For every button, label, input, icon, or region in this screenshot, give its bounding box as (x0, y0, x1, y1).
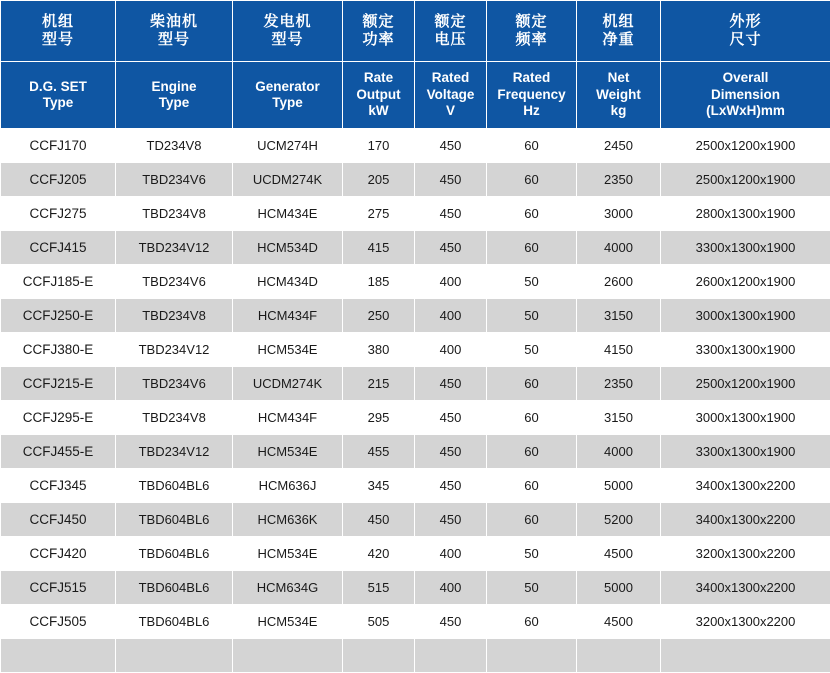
header-row-chinese (1, 1, 830, 62)
header-cell-cn-2-line-0: 发电机 (235, 13, 340, 31)
table-cell: 3300x1300x1900 (661, 231, 830, 265)
table-cell: TBD604BL6 (116, 537, 233, 571)
table-cell: 50 (487, 333, 577, 367)
table-cell: 450 (415, 367, 487, 401)
table-cell: 60 (487, 503, 577, 537)
table-row (1, 571, 830, 605)
cell-dg-set-type: CCFJ250-E (1, 299, 116, 333)
table-cell (343, 639, 415, 673)
header-cell-en-6-line-1: Weight (579, 87, 658, 103)
table-cell: 170 (343, 129, 415, 163)
table-cell: 60 (487, 605, 577, 639)
table-cell: 455 (343, 435, 415, 469)
header-cell-cn-6-line-1: 净重 (579, 31, 658, 49)
table-cell: 60 (487, 401, 577, 435)
header-row-english (1, 62, 830, 129)
table-cell: 185 (343, 265, 415, 299)
table-cell: 450 (415, 163, 487, 197)
table-cell (116, 639, 233, 673)
table-cell: 5000 (577, 469, 661, 503)
table-cell: 415 (343, 231, 415, 265)
table-row (1, 367, 830, 401)
table-row (1, 333, 830, 367)
table-cell: 450 (415, 435, 487, 469)
header-cell-cn-6-line-0: 机组 (579, 13, 658, 31)
table-cell: 2500x1200x1900 (661, 163, 830, 197)
table-cell (415, 639, 487, 673)
table-row (1, 265, 830, 299)
header-cell-en-6-line-0: Net (579, 70, 658, 86)
table-cell: 295 (343, 401, 415, 435)
header-cell-cn-5-line-0: 额定 (489, 13, 574, 31)
table-row (1, 231, 830, 265)
table-cell: 50 (487, 265, 577, 299)
table-row (1, 129, 830, 163)
table-cell: 345 (343, 469, 415, 503)
table-cell: 60 (487, 367, 577, 401)
header-cell-cn-3-line-1: 功率 (345, 31, 412, 49)
header-cell-en-2-line-0: Generator (235, 79, 340, 95)
table-cell: HCM534E (233, 435, 343, 469)
table-cell: TBD234V8 (116, 197, 233, 231)
table-cell: 400 (415, 333, 487, 367)
table-cell: 420 (343, 537, 415, 571)
cell-dg-set-type: CCFJ295-E (1, 401, 116, 435)
cell-dg-set-type: CCFJ455-E (1, 435, 116, 469)
table-row (1, 639, 830, 673)
table-cell: 515 (343, 571, 415, 605)
table-cell: TBD604BL6 (116, 469, 233, 503)
header-cell-en-0-line-0: D.G. SET (3, 79, 113, 95)
table-cell: 60 (487, 197, 577, 231)
table-cell: TBD604BL6 (116, 605, 233, 639)
header-cell-en-0-line-1: Type (3, 95, 113, 111)
header-cell-cn-4-line-1: 电压 (417, 31, 484, 49)
table-cell: 400 (415, 537, 487, 571)
table-cell: HCM534D (233, 231, 343, 265)
cell-dg-set-type: CCFJ415 (1, 231, 116, 265)
header-cell-cn-1 (116, 1, 233, 62)
header-cell-en-3-line-0: Rate (345, 70, 412, 86)
header-cell-cn-5 (487, 1, 577, 62)
header-cell-cn-1-line-0: 柴油机 (118, 13, 230, 31)
table-row (1, 401, 830, 435)
table-cell (233, 639, 343, 673)
header-cell-cn-3 (343, 1, 415, 62)
table-cell: 3150 (577, 401, 661, 435)
cell-dg-set-type: CCFJ170 (1, 129, 116, 163)
table-cell: TBD234V12 (116, 231, 233, 265)
table-cell: TBD604BL6 (116, 571, 233, 605)
header-cell-en-5-line-1: Frequency (489, 87, 574, 103)
table-cell: 400 (415, 299, 487, 333)
table-cell: 2600x1200x1900 (661, 265, 830, 299)
table-cell: HCM434F (233, 401, 343, 435)
table-cell: 50 (487, 537, 577, 571)
header-cell-en-3-line-1: Output (345, 87, 412, 103)
table-cell: HCM534E (233, 333, 343, 367)
table-cell: 3000 (577, 197, 661, 231)
table-cell: 5200 (577, 503, 661, 537)
header-cell-cn-4 (415, 1, 487, 62)
header-cell-en-4-line-1: Voltage (417, 87, 484, 103)
table-cell: 60 (487, 469, 577, 503)
table-cell: UCDM274K (233, 163, 343, 197)
cell-dg-set-type: CCFJ515 (1, 571, 116, 605)
table-cell: HCM434D (233, 265, 343, 299)
table-cell: 380 (343, 333, 415, 367)
table-cell: 450 (415, 401, 487, 435)
table-cell: 50 (487, 299, 577, 333)
cell-dg-set-type: CCFJ380-E (1, 333, 116, 367)
table-cell: TBD234V12 (116, 333, 233, 367)
table-cell: 450 (415, 503, 487, 537)
cell-dg-set-type: CCFJ420 (1, 537, 116, 571)
table-cell: 2500x1200x1900 (661, 129, 830, 163)
table-cell: 505 (343, 605, 415, 639)
table-cell: 3300x1300x1900 (661, 435, 830, 469)
header-cell-cn-2 (233, 1, 343, 62)
table-cell: TBD234V12 (116, 435, 233, 469)
table-cell: TBD234V8 (116, 401, 233, 435)
table-cell: 400 (415, 265, 487, 299)
table-cell: 450 (415, 129, 487, 163)
table-cell: TBD234V8 (116, 299, 233, 333)
table-cell: UCDM274K (233, 367, 343, 401)
header-cell-en-4-line-2: V (417, 103, 484, 119)
header-cell-cn-4-line-0: 额定 (417, 13, 484, 31)
table-cell: 400 (415, 571, 487, 605)
table-cell: 4000 (577, 435, 661, 469)
table-cell: 50 (487, 571, 577, 605)
table-cell: 450 (343, 503, 415, 537)
header-cell-en-1-line-1: Type (118, 95, 230, 111)
table-cell: 3400x1300x2200 (661, 469, 830, 503)
header-cell-en-5-line-2: Hz (489, 103, 574, 119)
table-cell: 60 (487, 435, 577, 469)
cell-dg-set-type: CCFJ505 (1, 605, 116, 639)
header-cell-cn-7-line-1: 尺寸 (663, 31, 828, 49)
table-cell: 450 (415, 231, 487, 265)
table-cell: TD234V8 (116, 129, 233, 163)
table-cell: 60 (487, 129, 577, 163)
table-cell: 2350 (577, 163, 661, 197)
table-cell: TBD604BL6 (116, 503, 233, 537)
table-cell: TBD234V6 (116, 163, 233, 197)
header-cell-cn-3-line-0: 额定 (345, 13, 412, 31)
header-cell-cn-0-line-0: 机组 (3, 13, 113, 31)
header-cell-en-7-line-2: (LxWxH)mm (663, 103, 828, 119)
table-cell (661, 639, 830, 673)
table-cell: 2450 (577, 129, 661, 163)
table-cell: 3400x1300x2200 (661, 503, 830, 537)
table-cell: 3000x1300x1900 (661, 401, 830, 435)
table-row (1, 435, 830, 469)
cell-dg-set-type: CCFJ275 (1, 197, 116, 231)
header-cell-en-1-line-0: Engine (118, 79, 230, 95)
header-cell-cn-0 (1, 1, 116, 62)
header-cell-en-5-line-0: Rated (489, 70, 574, 86)
table-cell: UCM274H (233, 129, 343, 163)
header-cell-en-0 (1, 62, 116, 129)
table-row (1, 163, 830, 197)
cell-dg-set-type: CCFJ345 (1, 469, 116, 503)
table-cell: TBD234V6 (116, 367, 233, 401)
table-cell: 450 (415, 197, 487, 231)
table-row (1, 503, 830, 537)
table-cell: 2800x1300x1900 (661, 197, 830, 231)
table-cell: 450 (415, 605, 487, 639)
table-row (1, 299, 830, 333)
header-cell-en-3-line-2: kW (345, 103, 412, 119)
cell-dg-set-type: CCFJ215-E (1, 367, 116, 401)
table-cell (487, 639, 577, 673)
table-row (1, 537, 830, 571)
table-cell: HCM434E (233, 197, 343, 231)
table-cell: HCM534E (233, 537, 343, 571)
header-cell-en-2-line-1: Type (235, 95, 340, 111)
table-cell: 60 (487, 231, 577, 265)
header-cell-en-4-line-0: Rated (417, 70, 484, 86)
header-cell-en-2 (233, 62, 343, 129)
table-cell: 3400x1300x2200 (661, 571, 830, 605)
table-cell: 3300x1300x1900 (661, 333, 830, 367)
table-cell: HCM634G (233, 571, 343, 605)
table-cell: 3200x1300x2200 (661, 537, 830, 571)
table-cell: 4500 (577, 605, 661, 639)
cell-dg-set-type: CCFJ450 (1, 503, 116, 537)
table-cell: 4500 (577, 537, 661, 571)
cell-dg-set-type (1, 639, 116, 673)
header-cell-en-6-line-2: kg (579, 103, 658, 119)
table-cell: 4150 (577, 333, 661, 367)
header-cell-cn-7-line-0: 外形 (663, 13, 828, 31)
header-cell-en-3 (343, 62, 415, 129)
table-body (1, 129, 830, 673)
cell-dg-set-type: CCFJ205 (1, 163, 116, 197)
table-cell: 4000 (577, 231, 661, 265)
header-cell-en-7-line-0: Overall (663, 70, 828, 86)
table-cell: 3000x1300x1900 (661, 299, 830, 333)
header-cell-en-7 (661, 62, 830, 129)
table-cell: 205 (343, 163, 415, 197)
header-cell-en-7-line-1: Dimension (663, 87, 828, 103)
header-cell-en-6 (577, 62, 661, 129)
table-cell: 3150 (577, 299, 661, 333)
table-cell: 3200x1300x2200 (661, 605, 830, 639)
header-cell-en-5 (487, 62, 577, 129)
table-cell (577, 639, 661, 673)
table-cell: 215 (343, 367, 415, 401)
table-header (1, 1, 830, 129)
header-cell-cn-2-line-1: 型号 (235, 31, 340, 49)
table-cell: 60 (487, 163, 577, 197)
header-cell-cn-7 (661, 1, 830, 62)
table-cell: HCM636K (233, 503, 343, 537)
table-cell: TBD234V6 (116, 265, 233, 299)
table-cell: 2500x1200x1900 (661, 367, 830, 401)
table-cell: 275 (343, 197, 415, 231)
table-cell: 450 (415, 469, 487, 503)
table-cell: 2350 (577, 367, 661, 401)
header-cell-cn-1-line-1: 型号 (118, 31, 230, 49)
table-cell: 2600 (577, 265, 661, 299)
table-cell: HCM534E (233, 605, 343, 639)
table-cell: 250 (343, 299, 415, 333)
header-cell-en-1 (116, 62, 233, 129)
table-cell: HCM636J (233, 469, 343, 503)
header-cell-cn-5-line-1: 频率 (489, 31, 574, 49)
header-cell-en-4 (415, 62, 487, 129)
header-cell-cn-6 (577, 1, 661, 62)
table-cell: 5000 (577, 571, 661, 605)
header-cell-cn-0-line-1: 型号 (3, 31, 113, 49)
table-row (1, 197, 830, 231)
cell-dg-set-type: CCFJ185-E (1, 265, 116, 299)
table-cell: HCM434F (233, 299, 343, 333)
table-row (1, 469, 830, 503)
